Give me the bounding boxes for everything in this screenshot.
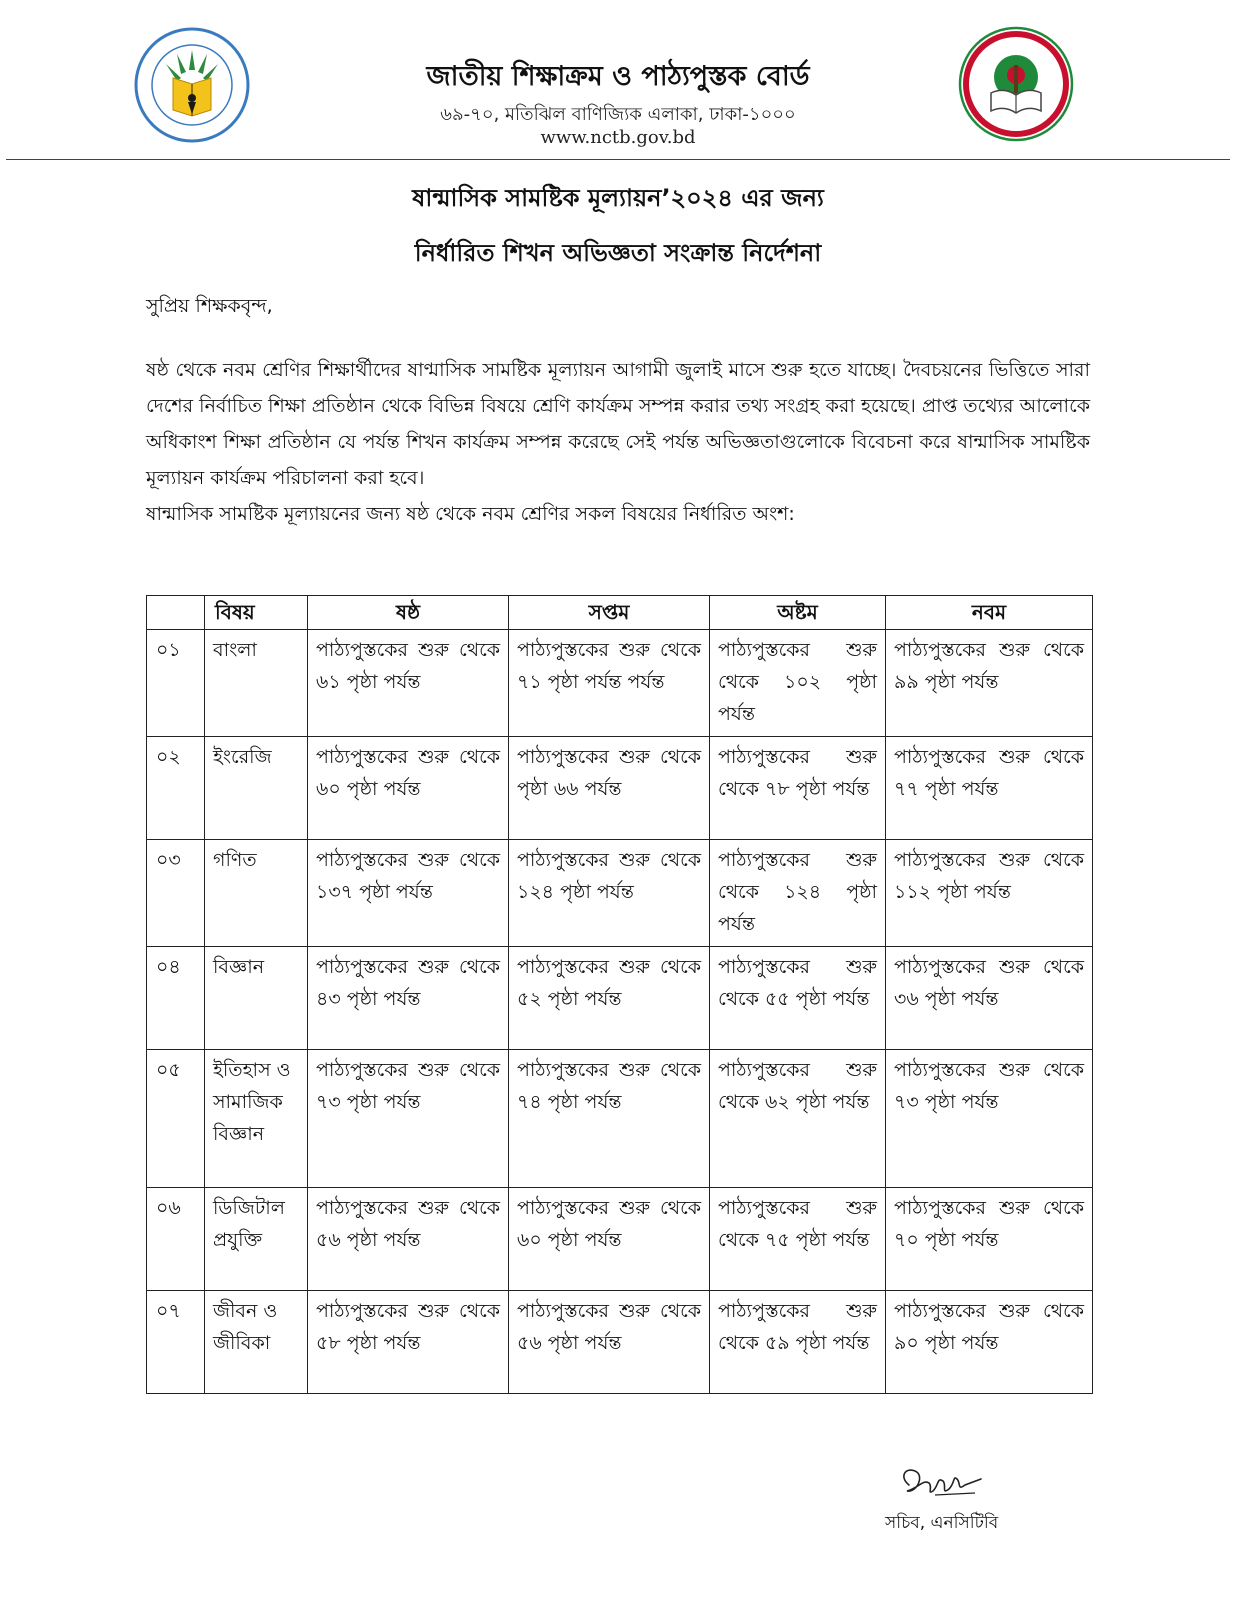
row-subject: ইংরেজি: [205, 737, 308, 840]
cell-class7: পাঠ্যপুস্তকের শুরু থেকে ৫২ পৃষ্ঠা পর্যন্ত: [509, 947, 710, 1050]
cell-class8: পাঠ্যপুস্তকের শুরু থেকে ১০২ পৃষ্ঠা পর্যন্ত: [710, 630, 886, 737]
cell-class7: পাঠ্যপুস্তকের শুরু থেকে ৭৪ পৃষ্ঠা পর্যন্ত: [509, 1050, 710, 1188]
table-row: [147, 947, 1093, 1050]
col-header-class6: ষষ্ঠ: [308, 596, 509, 630]
cell-class8: পাঠ্যপুস্তকের শুরু থেকে ৫৯ পৃষ্ঠা পর্যন্ত: [710, 1291, 886, 1394]
cell-class8: পাঠ্যপুস্তকের শুরু থেকে ৭৮ পৃষ্ঠা পর্যন্ত: [710, 737, 886, 840]
cell-class7: পাঠ্যপুস্তকের শুরু থেকে ১২৪ পৃষ্ঠা পর্যন্ত: [509, 840, 710, 947]
row-serial: ০৭: [147, 1291, 205, 1394]
notice-subtitle: নির্ধারিত শিখন অভিজ্ঞতা সংক্রান্ত নির্দেশনা: [414, 239, 822, 267]
cell-class7: পাঠ্যপুস্তকের শুরু থেকে পৃষ্ঠা ৬৬ পর্যন্ত: [509, 737, 710, 840]
cell-class6: পাঠ্যপুস্তকের শুরু থেকে ৫৮ পৃষ্ঠা পর্যন্ত: [308, 1291, 509, 1394]
cell-class9: পাঠ্যপুস্তকের শুরু থেকে ৭০ পৃষ্ঠা পর্যন্ত: [886, 1188, 1093, 1291]
org-address: ৬৯-৭০, মতিঝিল বাণিজ্যিক এলাকা, ঢাকা-১০০০: [440, 104, 796, 125]
cell-class8: পাঠ্যপুস্তকের শুরু থেকে ৬২ পৃষ্ঠা পর্যন্ত: [710, 1050, 886, 1188]
cell-class6: পাঠ্যপুস্তকের শুরু থেকে ৪৩ পৃষ্ঠা পর্যন্ত: [308, 947, 509, 1050]
cell-class9: পাঠ্যপুস্তকের শুরু থেকে ৯৯ পৃষ্ঠা পর্যন্ত: [886, 630, 1093, 737]
cell-class9: পাঠ্যপুস্তকের শুরু থেকে ৭৩ পৃষ্ঠা পর্যন্ত: [886, 1050, 1093, 1188]
col-header-subject: বিষয়: [205, 596, 308, 630]
signatory-title: সচিব, এনসিটিবি: [885, 1513, 999, 1533]
header-divider: [6, 159, 1230, 160]
handwritten-signature-icon: [895, 1465, 985, 1503]
cell-class6: পাঠ্যপুস্তকের শুরু থেকে ৭৩ পৃষ্ঠা পর্যন্ত: [308, 1050, 509, 1188]
row-subject: ইতিহাস ও সামাজিক বিজ্ঞান: [205, 1050, 308, 1188]
cell-class9: পাঠ্যপুস্তকের শুরু থেকে ৭৭ পৃষ্ঠা পর্যন্ত: [886, 737, 1093, 840]
cell-class8: পাঠ্যপুস্তকের শুরু থেকে ৫৫ পৃষ্ঠা পর্যন্ত: [710, 947, 886, 1050]
row-subject: গণিত: [205, 840, 308, 947]
cell-class7: পাঠ্যপুস্তকের শুরু থেকে ৫৬ পৃষ্ঠা পর্যন্ত: [509, 1291, 710, 1394]
body-paragraph-2: ষান্মাসিক সামষ্টিক মূল্যায়নের জন্য ষষ্ঠ থেকে নবম শ্রেণির সকল বিষয়ের নির্ধারিত অংশ:: [146, 503, 795, 525]
row-serial: ০১: [147, 630, 205, 737]
table-row: [147, 630, 1093, 737]
cell-class8: পাঠ্যপুস্তকের শুরু থেকে ১২৪ পৃষ্ঠা পর্যন্ত: [710, 840, 886, 947]
cell-class8: পাঠ্যপুস্তকের শুরু থেকে ৭৫ পৃষ্ঠা পর্যন্ত: [710, 1188, 886, 1291]
table-row: [147, 737, 1093, 840]
col-header-sl: [147, 596, 205, 630]
table-row: [147, 1188, 1093, 1291]
col-header-class8: অষ্টম: [710, 596, 886, 630]
table-header-row: [147, 596, 1093, 630]
education-emblem-icon: [957, 25, 1075, 143]
col-header-class9: নবম: [886, 596, 1093, 630]
cell-class6: পাঠ্যপুস্তকের শুরু থেকে ৬০ পৃষ্ঠা পর্যন্ত: [308, 737, 509, 840]
table-row: [147, 840, 1093, 947]
salutation: সুপ্রিয় শিক্ষকবৃন্দ,: [146, 295, 273, 317]
cell-class6: পাঠ্যপুস্তকের শুরু থেকে ৫৬ পৃষ্ঠা পর্যন্ত: [308, 1188, 509, 1291]
cell-class9: পাঠ্যপুস্তকের শুরু থেকে ১১২ পৃষ্ঠা পর্যন্ত: [886, 840, 1093, 947]
cell-class6: পাঠ্যপুস্তকের শুরু থেকে ৬১ পৃষ্ঠা পর্যন্ত: [308, 630, 509, 737]
row-serial: ০৫: [147, 1050, 205, 1188]
cell-class7: পাঠ্যপুস্তকের শুরু থেকে ৭১ পৃষ্ঠা পর্যন্ত পর্যন্ত: [509, 630, 710, 737]
cell-class9: পাঠ্যপুস্তকের শুরু থেকে ৯০ পৃষ্ঠা পর্যন্ত: [886, 1291, 1093, 1394]
row-serial: ০২: [147, 737, 205, 840]
body-paragraph-1: ষষ্ঠ থেকে নবম শ্রেণির শিক্ষার্থীদের ষাণ্মাসিক সামষ্টিক মূল্যায়ন আগামী জুলাই মাসে শুরু হতে যাচ্ছে। দৈবচয়নের ভিত্তিতে সারা দেশের নির্বাচিত শিক্ষা প্রতিষ্ঠান থেকে বিভিন্ন বিষয়ে শ্রেণি কার্যক্রম সম্পন্ন করার তথ্য সংগ্রহ করা হয়েছে। প্রাপ্ত তথ্যের আলোকে অধিকাংশ শিক্ষা প্রতিষ্ঠান যে পর্যন্ত শিখন কার্যক্রম সম্পন্ন করেছে সেই পর্যন্ত অভিজ্ঞতাগুলোকে বিবেচনা করে ষান্মাসিক সামষ্টিক মূল্যায়ন কার্যক্রম পরিচালনা করা হবে।: [146, 359, 1090, 489]
col-header-class7: সপ্তম: [509, 596, 710, 630]
cell-class7: পাঠ্যপুস্তকের শুরু থেকে ৬০ পৃষ্ঠা পর্যন্ত: [509, 1188, 710, 1291]
syllabus-table: [146, 595, 1093, 1394]
org-name: জাতীয় শিক্ষাক্রম ও পাঠ্যপুস্তক বোর্ড: [426, 61, 810, 92]
cell-class6: পাঠ্যপুস্তকের শুরু থেকে ১৩৭ পৃষ্ঠা পর্যন্ত: [308, 840, 509, 947]
table-row: [147, 1050, 1093, 1188]
org-website: www.nctb.gov.bd: [540, 127, 696, 148]
table-row: [147, 1291, 1093, 1394]
nctb-seal-icon: [133, 26, 251, 144]
notice-title: ষান্মাসিক সামষ্টিক মূল্যায়ন’২০২৪ এর জন্য: [412, 184, 824, 212]
row-serial: ০৪: [147, 947, 205, 1050]
row-serial: ০৬: [147, 1188, 205, 1291]
row-subject: জীবন ও জীবিকা: [205, 1291, 308, 1394]
row-serial: ০৩: [147, 840, 205, 947]
cell-class9: পাঠ্যপুস্তকের শুরু থেকে ৩৬ পৃষ্ঠা পর্যন্ত: [886, 947, 1093, 1050]
row-subject: ডিজিটাল প্রযুক্তি: [205, 1188, 308, 1291]
row-subject: বিজ্ঞান: [205, 947, 308, 1050]
row-subject: বাংলা: [205, 630, 308, 737]
